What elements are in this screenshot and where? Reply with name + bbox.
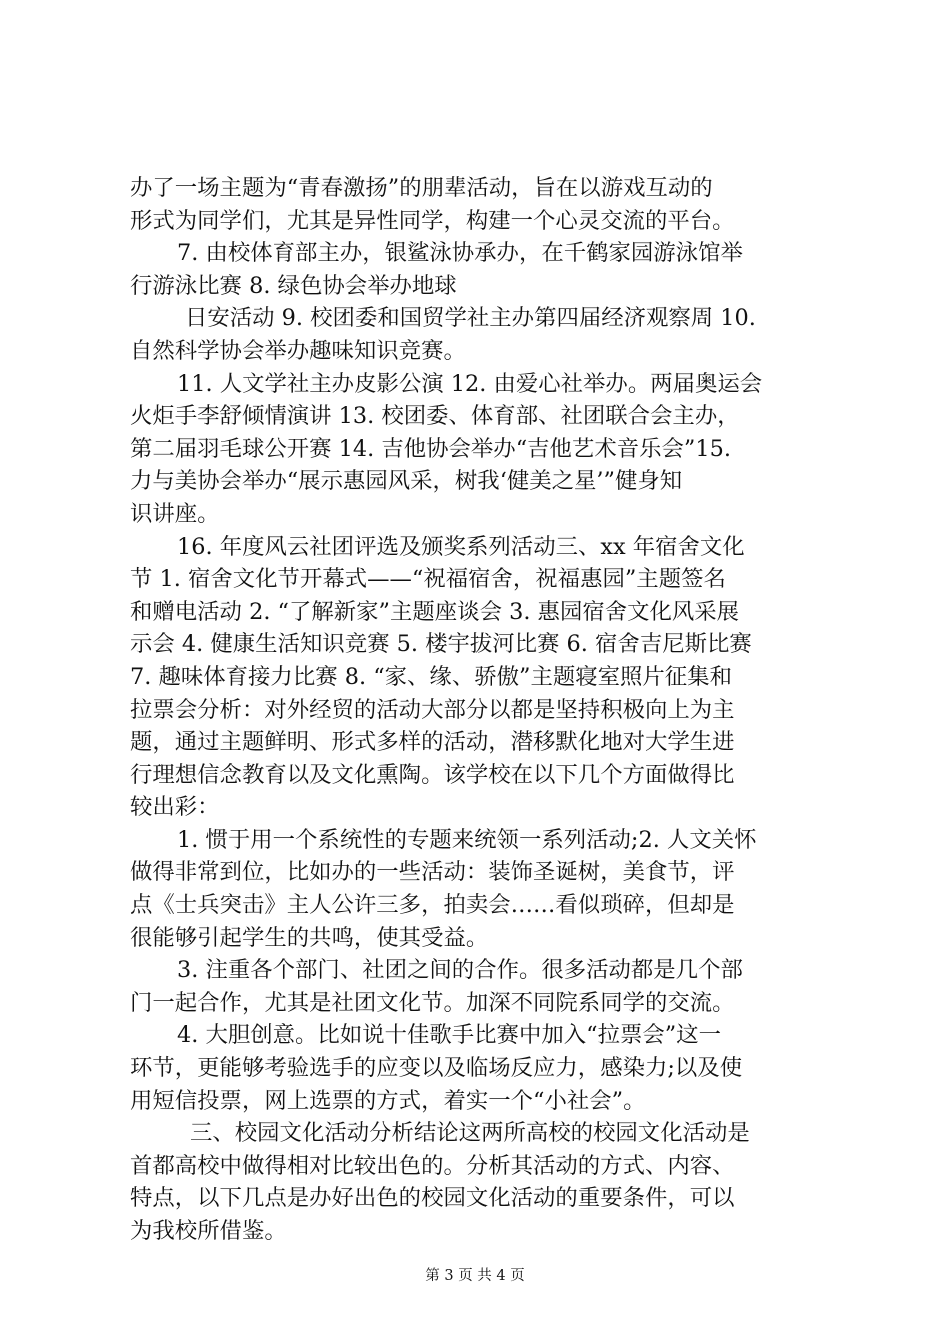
- text-line: 示会 4. 健康生活知识竞赛 5. 楼宇拔河比赛 6. 宿舍吉尼斯比赛: [130, 631, 752, 658]
- text-line: 行游泳比赛 8. 绿色协会举办地球: [130, 272, 457, 299]
- text-line: 行理想信念教育以及文化熏陶。该学校在以下几个方面做得比: [130, 761, 735, 788]
- text-line: 为我校所借鉴。: [130, 1218, 287, 1244]
- text-line: 和赠电活动 2. “了解新家”主题座谈会 3. 惠园宿舍文化风采展: [130, 598, 740, 625]
- text-line: 办了一场主题为“青春激扬”的朋辈活动，旨在以游戏互动的: [130, 175, 713, 201]
- text-line: 节 1. 宿舍文化节开幕式——“祝福宿舍，祝福惠园”主题签名: [130, 566, 726, 593]
- document-body: [130, 172, 830, 1248]
- text-line: 环节，更能够考验选手的应变以及临场反应力，感染力;以及使: [130, 1055, 743, 1082]
- text-line: 1. 惯于用一个系统性的专题来统领一系列活动;2. 人文关怀: [177, 826, 757, 853]
- text-line: 用短信投票，网上选票的方式，着实一个“小社会”。: [130, 1087, 646, 1114]
- text-line: 题，通过主题鲜明、形式多样的活动，潜移默化地对大学生进: [130, 729, 735, 756]
- text-line: 7. 趣味体育接力比赛 8. “家、缘、骄傲”主题寝室照片征集和: [130, 663, 732, 690]
- text-line: 点《士兵突击》主人公许三多，拍卖会……看似琐碎，但却是: [130, 892, 735, 919]
- text-line: 做得非常到位，比如办的一些活动：装饰圣诞树，美食节，评: [130, 859, 735, 886]
- text-line: 很能够引起学生的共鸣，使其受益。: [130, 924, 489, 951]
- text-line: 门一起合作，尤其是社团文化节。加深不同院系同学的交流。: [130, 989, 735, 1016]
- text-line: 7. 由校体育部主办，银鲨泳协承办，在千鹤家园游泳馆举: [177, 240, 743, 267]
- text-line: 火炬手李舒倾情演讲 13. 校团委、体育部、社团联合会主办，: [130, 403, 740, 430]
- text-line: 拉票会分析：对外经贸的活动大部分以都是坚持积极向上为主: [130, 696, 735, 723]
- text-line: 日安活动 9. 校团委和国贸学社主办第四届经济观察周 10.: [185, 305, 756, 332]
- page-number-footer: 第 3 页 共 4 页: [425, 1268, 525, 1284]
- text-line: 识讲座。: [130, 500, 220, 527]
- text-line: 3. 注重各个部门、社团之间的合作。很多活动都是几个部: [177, 957, 743, 984]
- text-line: 形式为同学们，尤其是异性同学，构建一个心灵交流的平台。: [130, 207, 735, 234]
- text-line: 较出彩：: [130, 794, 220, 821]
- text-line: 第二届羽毛球公开赛 14. 吉他协会举办“吉他艺术音乐会”15.: [130, 435, 731, 462]
- text-line: 4. 大胆创意。比如说十佳歌手比赛中加入“拉票会”这一: [177, 1022, 721, 1049]
- text-line: 三、校园文化活动分析结论这两所高校的校园文化活动是: [190, 1120, 750, 1147]
- text-line: 力与美协会举办“展示惠园风采，树我‘健美之星’”健身知: [130, 468, 683, 495]
- text-line: 首都高校中做得相对比较出色的。分析其活动的方式、内容、: [130, 1152, 735, 1179]
- text-line: 11. 人文学社主办皮影公演 12. 由爱心社举办。两届奥运会: [177, 370, 763, 397]
- text-line: 自然科学协会举办趣味知识竞赛。: [130, 337, 466, 364]
- text-line: 特点，以下几点是办好出色的校园文化活动的重要条件，可以: [130, 1185, 735, 1212]
- text-line: 16. 年度风云社团评选及颁奖系列活动三、xx 年宿舍文化: [177, 533, 745, 560]
